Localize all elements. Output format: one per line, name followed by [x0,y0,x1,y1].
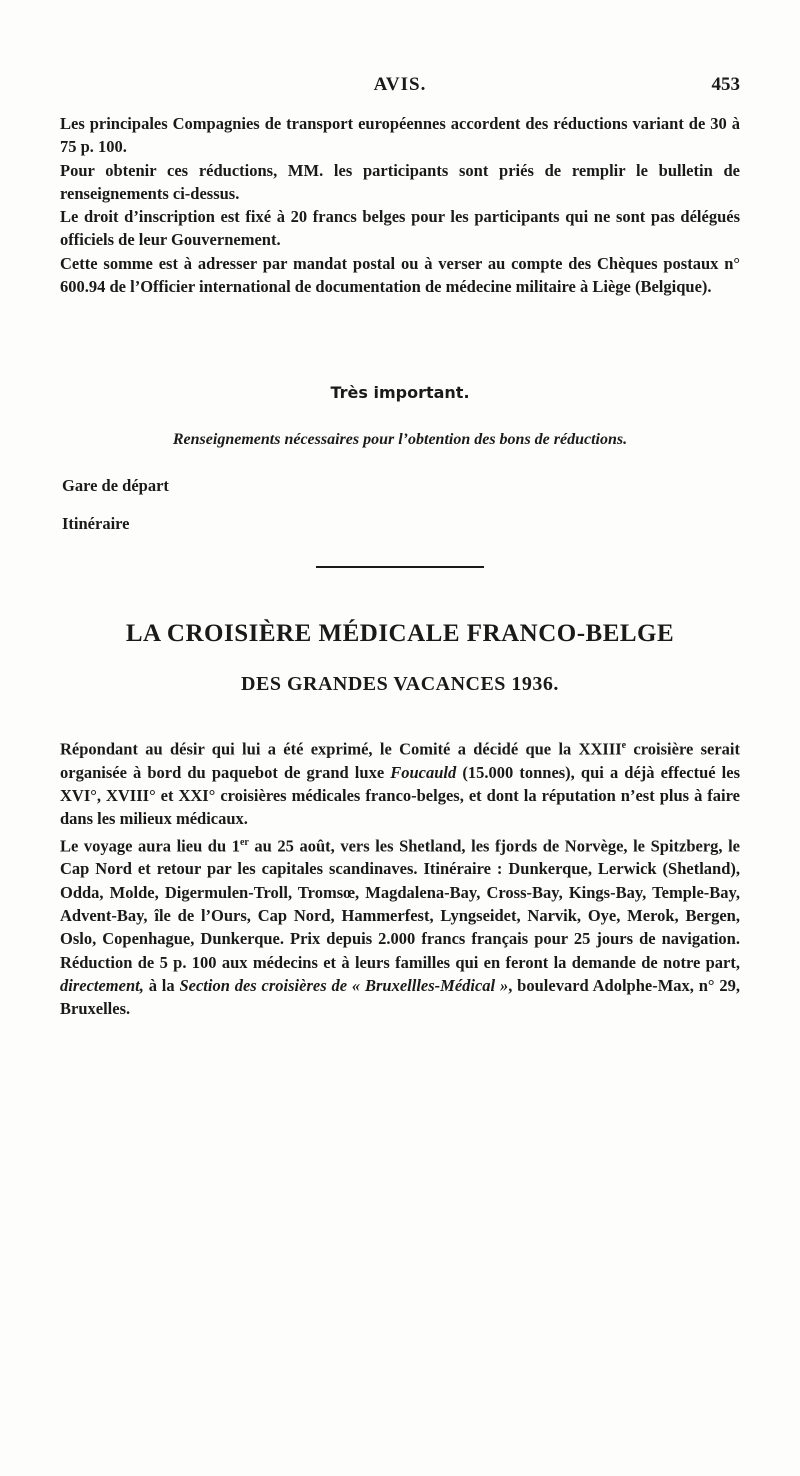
emphasis-directement: directement, [60,975,144,995]
text-run: croisière serait organisée à bord du paquebot de grand luxe [60,739,740,782]
paragraph-inscription: Le droit d’inscription est fixé à 20 francs belges pour les participants qui ne sont pas délégués officiels de leur Gouvernement. [60,207,740,250]
text-run: , boulevard Adolphe-Max, n° 29, Bruxelles. [60,975,740,1019]
article-body [60,734,740,1021]
superscript: e [621,740,627,751]
paragraph-croisiere [60,734,740,831]
running-head: AVIS. [373,74,427,95]
page-header [60,74,740,100]
article-title: LA CROISIÈRE MÉDICALE FRANCO-BELGE [125,620,675,647]
renseignements-subheading: Renseignements nécessaires pour l’obtention des bons de réductions. [172,431,628,448]
text-run: à la [143,975,180,995]
page-number: 453 [711,74,740,95]
itineraire-field: Itinéraire [62,514,130,533]
notice-section [60,112,740,298]
paragraph-bulletin: Pour obtenir ces réductions, MM. les participants sont priés de remplir le bulletin de renseignements ci-dessus. [60,160,740,203]
gare-depart-field: Gare de départ [62,476,169,495]
article-subtitle: DES GRANDES VACANCES 1936. [241,673,559,695]
section-divider [316,566,484,568]
text-run: au 25 août, vers les Shetland, les fjords de Norvège, le Spitzberg, le Cap Nord et retour par les capitales scandinaves. Itinéraire : Dunkerque, Lerwick (Shetland), Odda, Molde, Digermulen-Troll, Tromsœ, Magdalena-Bay, Cross-Bay, Kings-Bay, Temple-Bay, Advent-Bay, île de l’Ours, Cap Nord, Hammerfest, Lyngseidet, Narvik, Oye, Merok, Bergen, Oslo, Copenhague, Dunkerque. Prix depuis 2.000 francs français pour 25 jours de navigation. Réduction de 5 p. 100 aux médecins et à leurs familles qui en feront la demande de notre part, [60,836,740,972]
paragraph-reductions: Les principales Compagnies de transport européennes accordent des réductions variant de 30 à 75 p. 100. [60,114,740,157]
important-heading: Très important. [330,383,470,402]
section-croisieres: Section des croisières de « Bruxellles-Médical » [179,975,509,995]
ship-name: Foucauld [390,762,457,782]
text-run: (15.000 tonnes), qui a déjà effectué les XVI°, XVIII° et XXI° croisières médicales franco-belges, et dont la réputation n’est plus à faire dans les milieux médicaux. [60,762,741,829]
superscript: er [239,836,249,848]
paragraph-payment: Cette somme est à adresser par mandat postal ou à verser au compte des Chèques postaux n° 600.94 de l’Officier international de documentation de médecine militaire à Liège (Belgique). [60,253,740,297]
text-run: Répondant au désir qui lui a été exprimé, le Comité a décidé que la XXIII [60,739,622,759]
paragraph-voyage [60,831,740,1021]
text-run: Le voyage aura lieu du 1 [60,836,240,856]
